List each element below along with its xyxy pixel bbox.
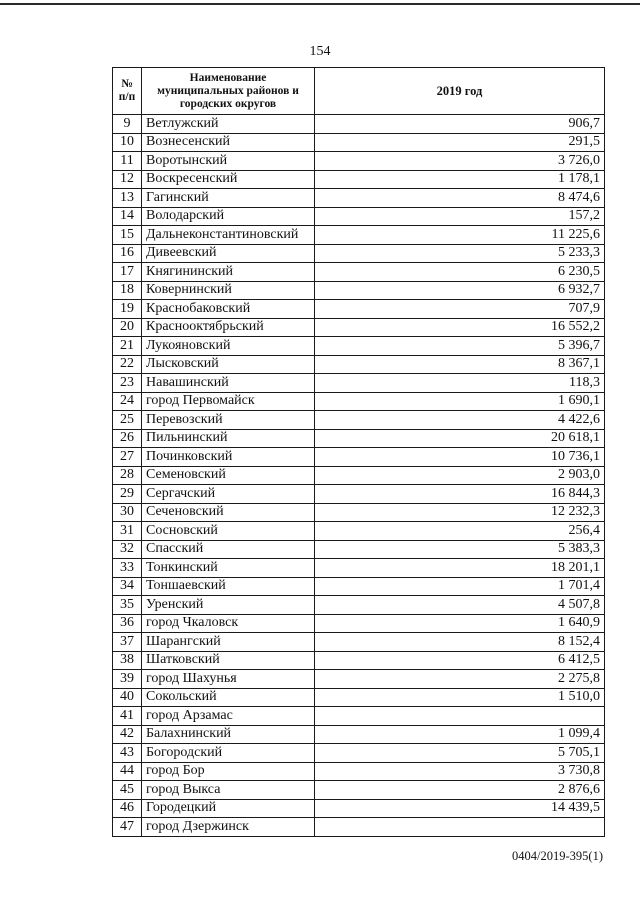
table-row (113, 614, 605, 633)
row-value: 157,2 (315, 207, 605, 226)
table-row (113, 392, 605, 411)
row-name: Сосновский (142, 522, 315, 541)
row-value: 2 275,8 (315, 670, 605, 689)
table-row (113, 429, 605, 448)
row-value: 4 422,6 (315, 411, 605, 430)
table-row (113, 799, 605, 818)
row-number: 25 (113, 411, 142, 430)
row-number: 30 (113, 503, 142, 522)
row-number: 34 (113, 577, 142, 596)
table-row (113, 466, 605, 485)
row-value: 5 233,3 (315, 244, 605, 263)
row-number: 47 (113, 818, 142, 837)
row-value: 6 412,5 (315, 651, 605, 670)
row-value: 3 726,0 (315, 152, 605, 171)
row-name: Краснобаковский (142, 300, 315, 319)
row-number: 40 (113, 688, 142, 707)
row-number: 32 (113, 540, 142, 559)
row-number: 22 (113, 355, 142, 374)
table-row (113, 281, 605, 300)
row-number: 11 (113, 152, 142, 171)
row-number: 44 (113, 762, 142, 781)
row-name: Дальнеконстантиновский (142, 226, 315, 245)
row-name: Володарский (142, 207, 315, 226)
header-row (113, 68, 605, 115)
row-value: 6 932,7 (315, 281, 605, 300)
row-name: Перевозский (142, 411, 315, 430)
row-name: Воскресенский (142, 170, 315, 189)
table-row (113, 540, 605, 559)
row-name: Дивеевский (142, 244, 315, 263)
row-number: 9 (113, 115, 142, 134)
row-number: 39 (113, 670, 142, 689)
row-number: 43 (113, 744, 142, 763)
table-row (113, 503, 605, 522)
table-row (113, 670, 605, 689)
row-value: 1 701,4 (315, 577, 605, 596)
row-number: 46 (113, 799, 142, 818)
row-value: 1 099,4 (315, 725, 605, 744)
row-number: 41 (113, 707, 142, 726)
header-year: 2019 год (315, 68, 605, 115)
table-row (113, 189, 605, 208)
document-code: 0404/2019-395(1) (512, 849, 603, 863)
row-name: Сергачский (142, 485, 315, 504)
row-number: 45 (113, 781, 142, 800)
row-value: 2 903,0 (315, 466, 605, 485)
table-body (113, 115, 605, 837)
budget-table (112, 67, 605, 837)
row-number: 21 (113, 337, 142, 356)
table-row (113, 596, 605, 615)
row-name: Семеновский (142, 466, 315, 485)
table-row (113, 263, 605, 282)
row-name: Тоншаевский (142, 577, 315, 596)
table-row (113, 522, 605, 541)
row-value: 8 474,6 (315, 189, 605, 208)
table-row (113, 448, 605, 467)
table-row (113, 300, 605, 319)
row-number: 38 (113, 651, 142, 670)
table-row (113, 577, 605, 596)
row-name: город Шахунья (142, 670, 315, 689)
row-value: 16 844,3 (315, 485, 605, 504)
row-value: 8 367,1 (315, 355, 605, 374)
row-number: 29 (113, 485, 142, 504)
table-row (113, 762, 605, 781)
row-number: 13 (113, 189, 142, 208)
row-name: Шатковский (142, 651, 315, 670)
row-number: 33 (113, 559, 142, 578)
table-row (113, 781, 605, 800)
row-value: 1 690,1 (315, 392, 605, 411)
table-row (113, 744, 605, 763)
table-row (113, 411, 605, 430)
row-name: Богородский (142, 744, 315, 763)
row-name: город Чкаловск (142, 614, 315, 633)
row-value: 18 201,1 (315, 559, 605, 578)
row-name: Лысковский (142, 355, 315, 374)
row-name: Княгининский (142, 263, 315, 282)
row-number: 24 (113, 392, 142, 411)
row-number: 26 (113, 429, 142, 448)
row-name: Шарангский (142, 633, 315, 652)
row-number: 23 (113, 374, 142, 393)
table-row (113, 337, 605, 356)
row-number: 19 (113, 300, 142, 319)
row-number: 28 (113, 466, 142, 485)
table-row (113, 244, 605, 263)
row-name: город Арзамас (142, 707, 315, 726)
row-number: 17 (113, 263, 142, 282)
page-number: 154 (309, 44, 331, 59)
row-number: 27 (113, 448, 142, 467)
header-num: № п/п (113, 68, 142, 115)
row-name: город Дзержинск (142, 818, 315, 837)
row-name: Спасский (142, 540, 315, 559)
row-value: 5 383,3 (315, 540, 605, 559)
row-name: Гагинский (142, 189, 315, 208)
row-value: 5 705,1 (315, 744, 605, 763)
row-value: 12 232,3 (315, 503, 605, 522)
table-row (113, 688, 605, 707)
row-name: Пильнинский (142, 429, 315, 448)
row-number: 36 (113, 614, 142, 633)
row-number: 37 (113, 633, 142, 652)
table-row (113, 115, 605, 134)
row-value: 291,5 (315, 133, 605, 152)
row-name: Навашинский (142, 374, 315, 393)
table-row (113, 170, 605, 189)
row-name: Балахнинский (142, 725, 315, 744)
table-row (113, 133, 605, 152)
row-name: Ветлужский (142, 115, 315, 134)
table-row (113, 226, 605, 245)
row-name: Сокольский (142, 688, 315, 707)
row-value: 906,7 (315, 115, 605, 134)
row-name: Краснооктябрьский (142, 318, 315, 337)
row-number: 31 (113, 522, 142, 541)
table-row (113, 651, 605, 670)
row-number: 18 (113, 281, 142, 300)
row-number: 35 (113, 596, 142, 615)
row-number: 12 (113, 170, 142, 189)
table-header (113, 68, 605, 115)
row-name: Вознесенский (142, 133, 315, 152)
row-value: 1 510,0 (315, 688, 605, 707)
row-name: Лукояновский (142, 337, 315, 356)
top-border-line (0, 3, 640, 5)
row-value: 4 507,8 (315, 596, 605, 615)
row-value: 707,9 (315, 300, 605, 319)
row-value: 118,3 (315, 374, 605, 393)
row-value (315, 818, 605, 837)
row-name: Воротынский (142, 152, 315, 171)
table-row (113, 355, 605, 374)
row-name: город Первомайск (142, 392, 315, 411)
table-row (113, 559, 605, 578)
table-row (113, 725, 605, 744)
row-name: город Выкса (142, 781, 315, 800)
row-number: 16 (113, 244, 142, 263)
row-value: 5 396,7 (315, 337, 605, 356)
row-value: 1 640,9 (315, 614, 605, 633)
row-value: 256,4 (315, 522, 605, 541)
row-value: 16 552,2 (315, 318, 605, 337)
row-value (315, 707, 605, 726)
row-value: 6 230,5 (315, 263, 605, 282)
table-row (113, 207, 605, 226)
row-value: 11 225,6 (315, 226, 605, 245)
row-number: 10 (113, 133, 142, 152)
row-value: 1 178,1 (315, 170, 605, 189)
row-name: Починковский (142, 448, 315, 467)
row-value: 14 439,5 (315, 799, 605, 818)
row-name: город Бор (142, 762, 315, 781)
row-value: 8 152,4 (315, 633, 605, 652)
table-row (113, 152, 605, 171)
row-name: Тонкинский (142, 559, 315, 578)
row-number: 42 (113, 725, 142, 744)
row-number: 14 (113, 207, 142, 226)
row-name: Уренский (142, 596, 315, 615)
header-name: Наименование муниципальных районов и городских округов (142, 68, 315, 115)
row-name: Городецкий (142, 799, 315, 818)
row-number: 15 (113, 226, 142, 245)
table-row (113, 707, 605, 726)
row-value: 20 618,1 (315, 429, 605, 448)
table-row (113, 818, 605, 837)
row-value: 2 876,6 (315, 781, 605, 800)
row-value: 10 736,1 (315, 448, 605, 467)
table-row (113, 374, 605, 393)
table-row (113, 633, 605, 652)
row-number: 20 (113, 318, 142, 337)
row-name: Ковернинский (142, 281, 315, 300)
row-name: Сеченовский (142, 503, 315, 522)
row-value: 3 730,8 (315, 762, 605, 781)
table-row (113, 485, 605, 504)
table-row (113, 318, 605, 337)
